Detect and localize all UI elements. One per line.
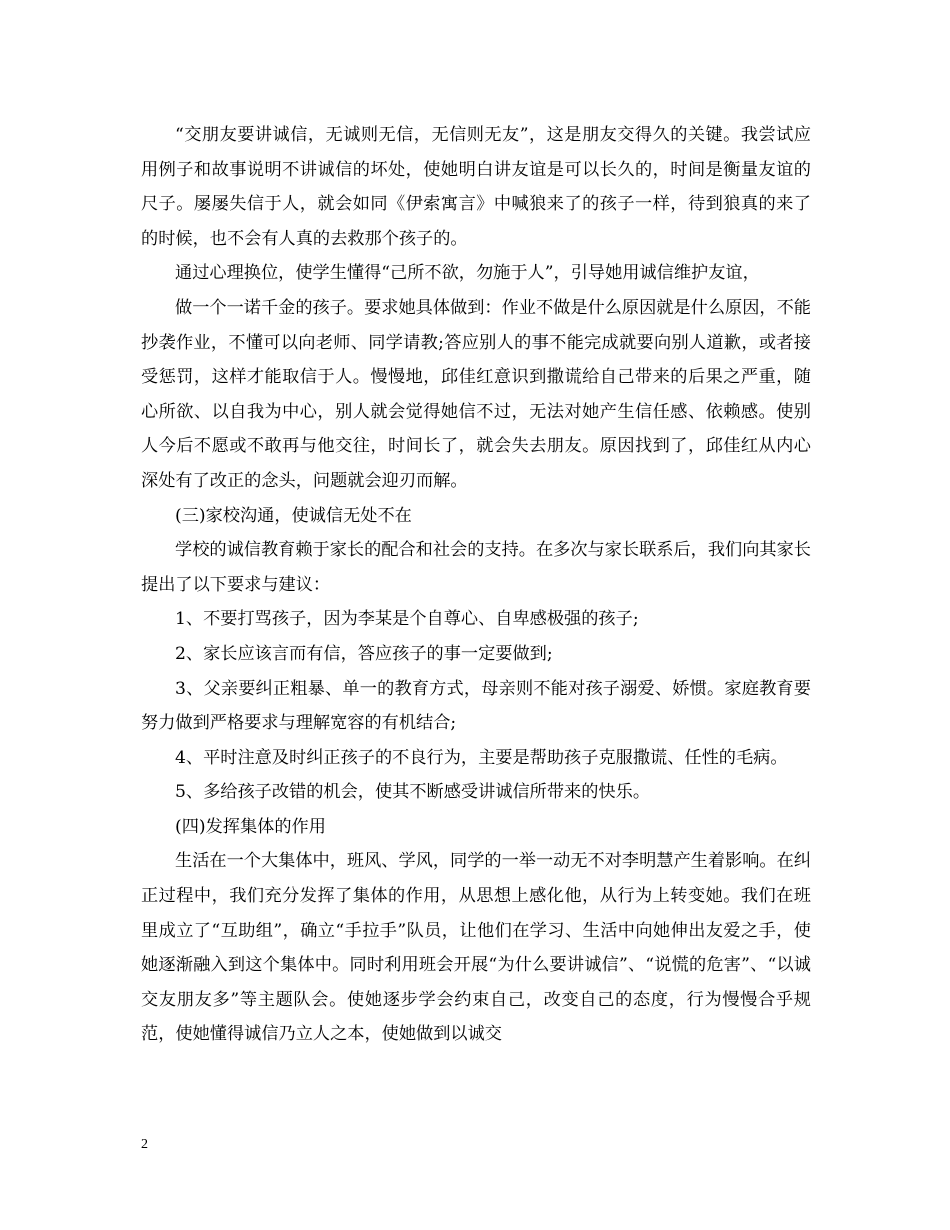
paragraph-5: 生活在一个大集体中，班风、学风，同学的一举一动无不对李明慧产生着影响。在纠正过程中，我们充分发挥了集体的作用，从思想上感化他，从行为上转变她。我们在班里成立了“互助组”，确立“手拉手”队员，让他们在学习、生活中向她伸出友爱之手，使她逐渐融入到这个集体中。同时利用班会开展“为什么要讲诚信”、“说慌的危害”、“以诚交友朋友多”等主题队会。使她逐步学会约束自己，改变自己的态度，行为慢慢合乎规范，使她懂得诚信乃立人之本，使她做到以诚交	[141, 851, 811, 1045]
document-body	[141, 118, 811, 1052]
section-heading-3: (三)家校沟通，使诚信无处不在	[175, 505, 412, 526]
section-heading-4: (四)发挥集体的作用	[175, 816, 326, 837]
paragraph-2: 通过心理换位，使学生懂得“己所不欲，勿施于人”，引导她用诚信维护友谊，	[175, 263, 760, 284]
list-item-5: 5、多给孩子改错的机会，使其不断感受讲诚信所带来的快乐。	[175, 782, 651, 803]
paragraph-4: 学校的诚信教育赖于家长的配合和社会的支持。在多次与家长联系后，我们向其家长提出了以下要求与建议：	[141, 540, 811, 595]
list-item-3: 3、父亲要纠正粗暴、单一的教育方式，母亲则不能对孩子溺爱、娇惯。家庭教育要努力做到严格要求与理解宽容的有机结合;	[141, 678, 811, 734]
list-item-1: 1、不要打骂孩子，因为李某是个自尊心、自卑感极强的孩子;	[175, 609, 639, 630]
list-item-2: 2、家长应该言而有信，答应孩子的事一定要做到;	[175, 643, 553, 664]
list-item-4: 4、平时注意及时纠正孩子的不良行为，主要是帮助孩子克服撒谎、任性的毛病。	[175, 747, 788, 768]
page-number: 2	[141, 1137, 148, 1152]
paragraph-1: “交朋友要讲诚信，无诚则无信，无信则无友”，这是朋友交得久的关键。我尝试应用例子和故事说明不讲诚信的坏处，使她明白讲友谊是可以长久的，时间是衡量友谊的尺子。屡屡失信于人，就会如同《伊索寓言》中喊狼来了的孩子一样，待到狼真的来了的时候，也不会有人真的去救那个孩子的。	[141, 125, 811, 249]
paragraph-3: 做一个一诺千金的孩子。要求她具体做到：作业不做是什么原因就是什么原因，不能抄袭作业，不懂可以向老师、同学请教;答应别人的事不能完成就要向别人道歉，或者接受惩罚，这样才能取信于人。慢慢地，邱佳红意识到撒谎给自己带来的后果之严重，随心所欲、以自我为中心，别人就会觉得她信不过，无法对她产生信任感、依赖感。使别人今后不愿或不敢再与他交往，时间长了，就会失去朋友。原因找到了，邱佳红从内心深处有了改正的念头，问题就会迎刃而解。	[141, 297, 811, 491]
